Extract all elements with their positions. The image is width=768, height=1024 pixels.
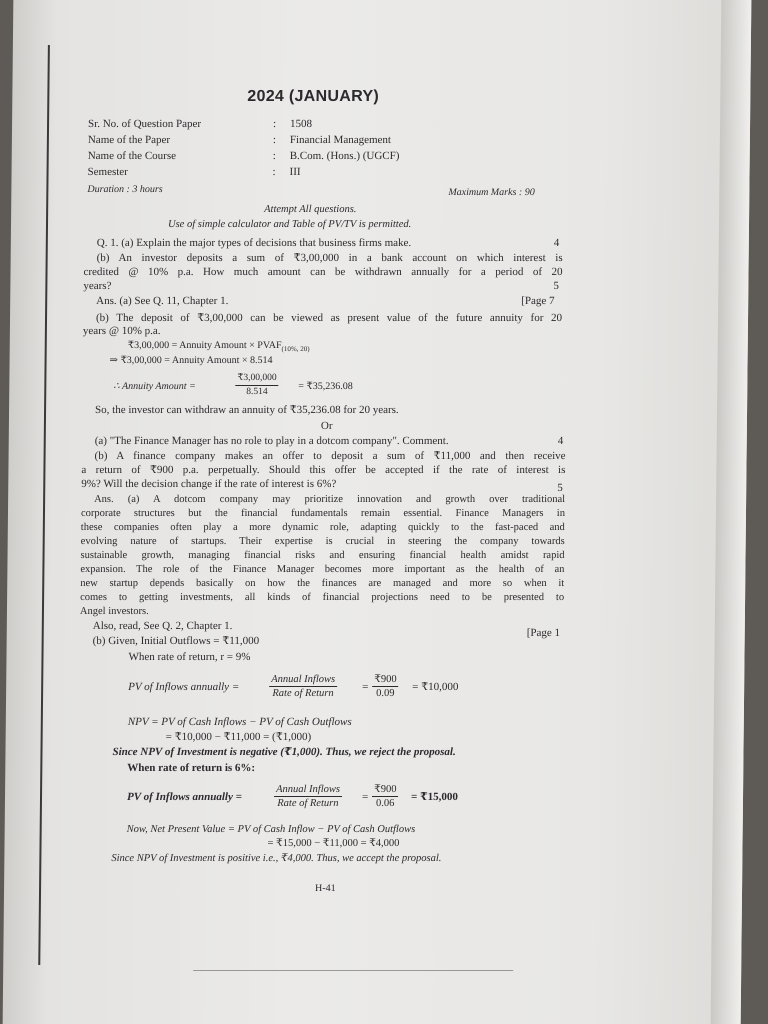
answer-paragraph: Angel investors. <box>79 606 149 617</box>
info-colon: : <box>272 150 276 162</box>
info-colon: : <box>272 166 276 178</box>
page-title: 2024 (JANUARY) <box>247 88 380 105</box>
info-label: Name of the Paper <box>87 134 171 146</box>
question-1a: Q. 1. (a) Explain the major types of decisions that business firms make. <box>96 237 412 249</box>
duration: Duration : 3 hours <box>87 184 163 195</box>
given-line: (b) Given, Initial Outflows = ₹11,000 <box>92 635 260 647</box>
pv-fraction: $\frac{₹900}{0.09}$ <box>372 673 399 700</box>
answer-paragraph: Ans. (a) A dotcom company may prioritize innovation and growth over traditional <box>94 494 566 505</box>
pv-fraction: Annual Inflows Rate of Return <box>269 673 337 700</box>
calc-line: ∴ Annuity Amount = <box>113 381 196 392</box>
answer-paragraph: sustainable growth, managing financial risks and ensuring financial health amidst rapid <box>80 550 565 561</box>
calc-result: = ₹35,236.08 <box>298 381 353 392</box>
page-ref: [Page 7 <box>521 295 555 307</box>
also-read: Also, read, See Q. 2, Chapter 1. <box>92 620 233 632</box>
info-value: III <box>289 166 301 178</box>
decision-line: Since NPV of Investment is positive i.e., ₹4,000. Thus, we accept the proposal. <box>111 853 442 864</box>
npv-line: = ₹15,000 − ₹11,000 = ₹4,000 <box>267 838 400 849</box>
answer-paragraph: evolving nature of startups. Their expertise is crucial in steering the company towards <box>80 536 565 547</box>
rate-line: When rate of return, r = 9% <box>128 651 251 663</box>
bottom-rule <box>193 970 513 971</box>
calc-line: ⇒ ₹3,00,000 = Annuity Amount × 8.514 <box>109 355 273 366</box>
answer-conclusion: So, the investor can withdraw an annuity of ₹35,236.08 for 20 years. <box>95 404 399 416</box>
answer-1a: Ans. (a) See Q. 11, Chapter 1. <box>96 295 229 307</box>
page-edge <box>711 0 752 1024</box>
rate-line: When rate of return is 6%: <box>127 762 256 774</box>
info-value: Financial Management <box>289 134 392 146</box>
npv-line: Now, Net Present Value = PV of Cash Inflow − PV of Cash Outflows <box>126 824 416 835</box>
marks: 4 <box>553 237 560 249</box>
page-ref: [Page 1 <box>526 627 561 639</box>
instruction: Attempt All questions. <box>264 204 357 215</box>
info-label: Name of the Course <box>87 150 177 162</box>
question-1b: years? <box>83 280 112 292</box>
marks: 5 <box>553 280 559 292</box>
question-1a-or: (a) "The Finance Manager has no role to play in a dotcom company". Comment. <box>94 435 449 447</box>
instruction: Use of simple calculator and Table of PV/TV is permitted. <box>167 219 412 230</box>
info-value: 1508 <box>290 118 313 130</box>
question-1b-or: (b) A finance company makes an offer to deposit a sum of ₹11,000 and then receive <box>94 450 566 462</box>
pv-result: = ₹10,000 <box>412 681 459 693</box>
question-1b: credited @ 10% p.a. How much amount can be withdrawn annually for a period of 20 <box>83 266 563 278</box>
marks: 5 <box>557 482 563 494</box>
npv-line: = ₹10,000 − ₹11,000 = (₹1,000) <box>165 731 312 743</box>
answer-paragraph: corporate structures but the financial fundamentals remain essential. Finance Managers in <box>80 508 566 519</box>
answer-paragraph: expansion. The role of the Finance Manager becomes more important as the health of an <box>80 564 565 575</box>
question-1b-or: 9%? Will the decision change if the rate of interest is 6%? <box>81 478 337 490</box>
equals: = <box>362 681 369 693</box>
calc-fraction: $\frac{₹3,00,000}{8.514}$ <box>235 372 279 399</box>
info-label: Semester <box>87 166 128 178</box>
pv-result: = ₹15,000 <box>410 791 459 803</box>
equals: = <box>361 791 369 803</box>
answer-paragraph: new startup depends basically on how the finances are managed and more so when it <box>80 578 565 589</box>
pv-fraction: $\frac{₹900}{0.06}$ <box>372 783 399 810</box>
page-footer: H-41 <box>314 883 336 894</box>
pv-fraction: Annual Inflows Rate of Return <box>274 783 342 810</box>
info-label: Sr. No. of Question Paper <box>88 118 202 130</box>
info-colon: : <box>272 134 277 146</box>
answer-paragraph: comes to getting investments, all kinds of financial projections need to be presented to <box>80 592 565 603</box>
max-marks: Maximum Marks : 90 <box>448 187 535 198</box>
answer-1b: (b) The deposit of ₹3,00,000 can be viewed as present value of the future annuity for 20 <box>95 312 563 324</box>
decision-line: Since NPV of Investment is negative (₹1,000). Thus, we reject the proposal. <box>112 746 456 758</box>
pv-label: PV of Inflows annually = <box>126 791 242 803</box>
margin-line <box>38 45 50 965</box>
info-value: B.Com. (Hons.) (UGCF) <box>289 150 400 162</box>
npv-line: NPV = PV of Cash Inflows − PV of Cash Outflows <box>127 716 352 728</box>
calc-line: ₹3,00,000 = Annuity Amount × $PVAF_{(10\%, 20)}$ <box>127 340 310 353</box>
answer-1b: years @ 10% p.a. <box>82 325 161 337</box>
exam-page <box>3 0 752 1024</box>
pv-label: PV of Inflows annually = <box>128 681 240 693</box>
question-1b-or: a return of ₹900 p.a. perpetually. Should this offer be accepted if the rate of interest is <box>81 464 566 476</box>
info-colon: : <box>273 118 277 130</box>
answer-paragraph: these companies often play a more dynamic role, adapting quickly to the fast-paced and <box>80 522 565 533</box>
or-separator: Or <box>320 420 333 432</box>
marks: 4 <box>557 435 564 447</box>
question-1b: (b) An investor deposits a sum of ₹3,00,000 in a bank account on which interest is <box>96 252 563 264</box>
